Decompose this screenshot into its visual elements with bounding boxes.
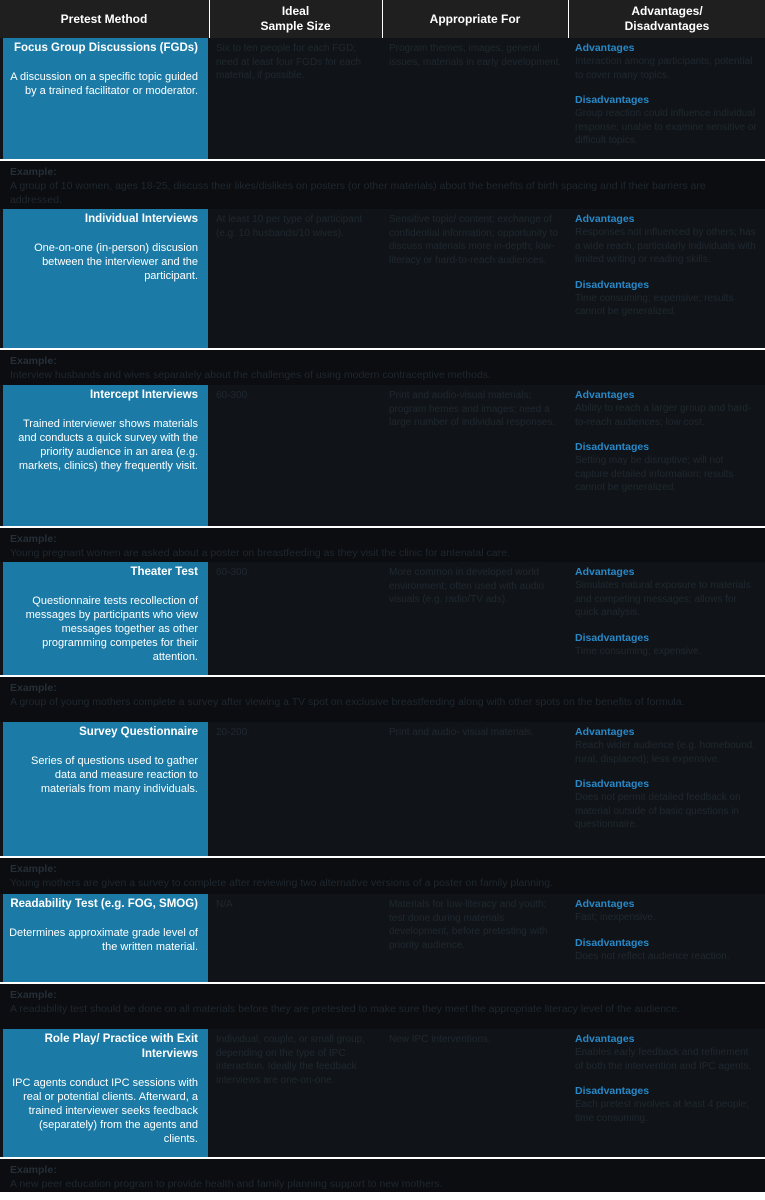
disadvantages-label: Disadvantages (575, 94, 650, 106)
sample-size-cell: 20-200 (216, 727, 248, 738)
table-row (0, 562, 765, 675)
example-row (0, 982, 765, 1029)
disadvantages-text: Does not permit detailed feedback on material outside of basic questions in questionnaire. (575, 792, 741, 830)
method-cell (3, 1029, 208, 1157)
method-name: Role Play/ Practice with Exit Interviews (44, 1033, 198, 1060)
sample-size-cell: N/A (216, 899, 233, 910)
appropriate-for-cell: Print and audio- visual materials. (389, 727, 535, 738)
advantages-label: Advantages (575, 389, 635, 401)
example-text: Young mothers are given a survey to complete after reviewing two alternative versions of a poster on family planning. (10, 877, 553, 889)
table-row (0, 894, 765, 982)
appropriate-for-cell: More common in developed world environment; often used with audio visuals (e.g. radio/TV ads). (389, 567, 545, 605)
method-cell (3, 562, 208, 675)
appropriate-for-cell: Sensitive topic/ content; exchange of confidential information; opportunity to discuss materials more in-depth; low-literacy or hard-to-reach audiences. (389, 214, 558, 266)
example-label: Example: (10, 682, 57, 694)
example-label: Example: (10, 533, 57, 545)
method-description: One-on-one (in-person) discusion between the interviewer and the participant. (34, 242, 198, 282)
disadvantages-label: Disadvantages (575, 278, 650, 291)
appropriate-for-cell: Materials for low-literacy and youth; test done during materials development, before pretesting with priority audience. (389, 899, 548, 951)
example-text: Interview husbands and wives separately about the challenges of using modern contraceptive methods. (10, 369, 491, 381)
sample-size-cell: 60-300 (216, 567, 248, 578)
method-description: A discussion on a specific topic guided by a trained facilitator or moderator. (10, 71, 198, 97)
header-appropriate-for: Appropriate For (429, 11, 521, 26)
example-text: A readability test should be done on all materials before they are pretested to make sure they meet the appropriate literacy level of the audience. (10, 1003, 681, 1015)
header-pretest-method: Pretest Method (60, 11, 148, 26)
advantages-label: Advantages (575, 898, 635, 910)
advantages-text: Responses not influenced by others; has a wide reach, particularly individuals with limited writing or reading skills. (575, 227, 756, 265)
method-name: Intercept Interviews (89, 389, 198, 401)
pros-cons-cell (569, 209, 765, 348)
disadvantages-text: Time consuming; expensive; results cannot be generalized. (575, 292, 734, 317)
method-name: Individual Interviews (84, 213, 198, 225)
sample-size-cell: 60-300 (216, 390, 248, 401)
method-description: Questionnaire tests recollection of messages by participants who view messages together as other programming competes for their attention. (25, 595, 198, 663)
header-advantages-disadvantages: Advantages/ Disadvantages (624, 4, 710, 33)
example-label: Example: (10, 863, 57, 875)
example-text: Young pregnant women are asked about a poster on breastfeeding as they visit the clinic for antenatal care. (10, 547, 510, 559)
method-description: Trained interviewer shows materials and conducts a quick survey with the priority audience in an area (e.g. markets, clinics) they frequently visit. (18, 418, 198, 472)
method-cell (3, 385, 208, 526)
table-row (0, 1029, 765, 1157)
example-text: A group of 10 women, ages 18-25, discuss their likes/dislikes on posters (or other materials) about the benefits of birth spacing and if their barriers are addressed. (10, 180, 706, 206)
method-cell (3, 209, 208, 348)
advantages-text: Simulates natural exposure to materials and competing messages; allows for quick analysis. (575, 580, 751, 618)
disadvantages-label: Disadvantages (575, 778, 650, 790)
table-row (0, 209, 765, 348)
method-cell (3, 894, 208, 982)
method-description: Determines approximate grade level of the written material. (9, 927, 198, 953)
method-description: IPC agents conduct IPC sessions with real or potential clients. Afterward, a trained interviewer seeks feedback (separately) from the agents and clients. (12, 1077, 198, 1145)
advantages-text: Reach wider audience (e.g. homebound, rural, displaced); less expensive. (575, 740, 756, 765)
method-cell (3, 38, 208, 159)
disadvantages-label: Disadvantages (575, 936, 650, 949)
sample-size-cell: Individual, couple, or small group, depending on the type of IPC interaction. Ideally the feedback interviews are one-on-one. (216, 1034, 365, 1086)
example-row (0, 1157, 765, 1192)
example-text: A group of young mothers complete a survey after viewing a TV spot on exclusive breastfeeding along with other spots on the benefits of formula. (10, 696, 685, 708)
disadvantages-label: Disadvantages (575, 631, 650, 644)
advantages-text: Ability to reach a larger group and hard-to-reach audiences; low cost. (575, 403, 752, 428)
method-name: Theater Test (130, 566, 198, 578)
advantages-label: Advantages (575, 566, 635, 578)
disadvantages-text: Group reaction could influence individual response; unable to examine sensitive or difficult topics. (575, 108, 757, 146)
advantages-text: Enables early feedback and refinement of both the intervention and IPC agents. (575, 1047, 752, 1072)
appropriate-for-cell: New IPC interventions. (389, 1034, 491, 1045)
advantages-text: Interaction among participants; potential to cover many topics. (575, 56, 753, 81)
example-label: Example: (10, 1164, 57, 1176)
table-bottom-margin (0, 1192, 765, 1200)
sample-size-cell: At least 10 per type of participant (e.g. 10 husbands/10 wives). (216, 214, 363, 239)
disadvantages-text: Setting may be disruptive; will not capture detailed information; results cannot be generalized. (575, 455, 734, 493)
advantages-label: Advantages (575, 726, 635, 738)
appropriate-for-cell: Print and audio-visual materials; program hemes and images; need a large number of individual responses. (389, 390, 556, 428)
table-row (0, 38, 765, 159)
disadvantages-label: Disadvantages (575, 441, 650, 453)
appropriate-for-cell: Program themes, images, general issues, materials in early development. (389, 43, 562, 68)
table-row (0, 722, 765, 856)
table-header (0, 0, 765, 38)
sample-size-cell: Six to ten people for each FGD; need at least four FGDs for each material, if possible. (216, 43, 362, 81)
method-description: Series of questions used to gather data and measure reaction to materials from many individuals. (31, 755, 198, 795)
advantages-label: Advantages (575, 1033, 635, 1045)
method-name: Focus Group Discussions (FGDs) (13, 42, 198, 54)
advantages-label: Advantages (575, 213, 635, 225)
example-label: Example: (10, 166, 57, 178)
advantages-label: Advantages (575, 42, 635, 54)
example-row (0, 159, 765, 209)
header-sample-size: Ideal Sample Size (260, 4, 331, 33)
example-label: Example: (10, 355, 57, 367)
method-name: Readability Test (e.g. FOG, SMOG) (10, 898, 198, 910)
pros-cons-cell (569, 562, 765, 675)
disadvantages-text: Time consuming; expensive. (575, 645, 702, 657)
example-label: Example: (10, 989, 57, 1001)
pros-cons-cell (569, 38, 765, 159)
example-row (0, 675, 765, 722)
disadvantages-text: Does not reflect audience reaction. (575, 950, 730, 962)
pros-cons-cell (569, 722, 765, 856)
pros-cons-cell (569, 1029, 765, 1157)
pros-cons-cell (569, 894, 765, 982)
disadvantages-label: Disadvantages (575, 1085, 650, 1097)
example-row (0, 348, 765, 385)
table-row (0, 385, 765, 526)
pros-cons-cell (569, 385, 765, 526)
method-name: Survey Questionnaire (79, 726, 198, 738)
method-cell (3, 722, 208, 856)
example-row (0, 526, 765, 562)
example-text: A new peer education program to provide health and family planning support to new mothers. (10, 1178, 443, 1190)
example-row (0, 856, 765, 894)
advantages-text: Fast; inexpensive. (575, 912, 656, 923)
disadvantages-text: Each pretest involves at least 4 people; time consuming. (575, 1099, 749, 1124)
